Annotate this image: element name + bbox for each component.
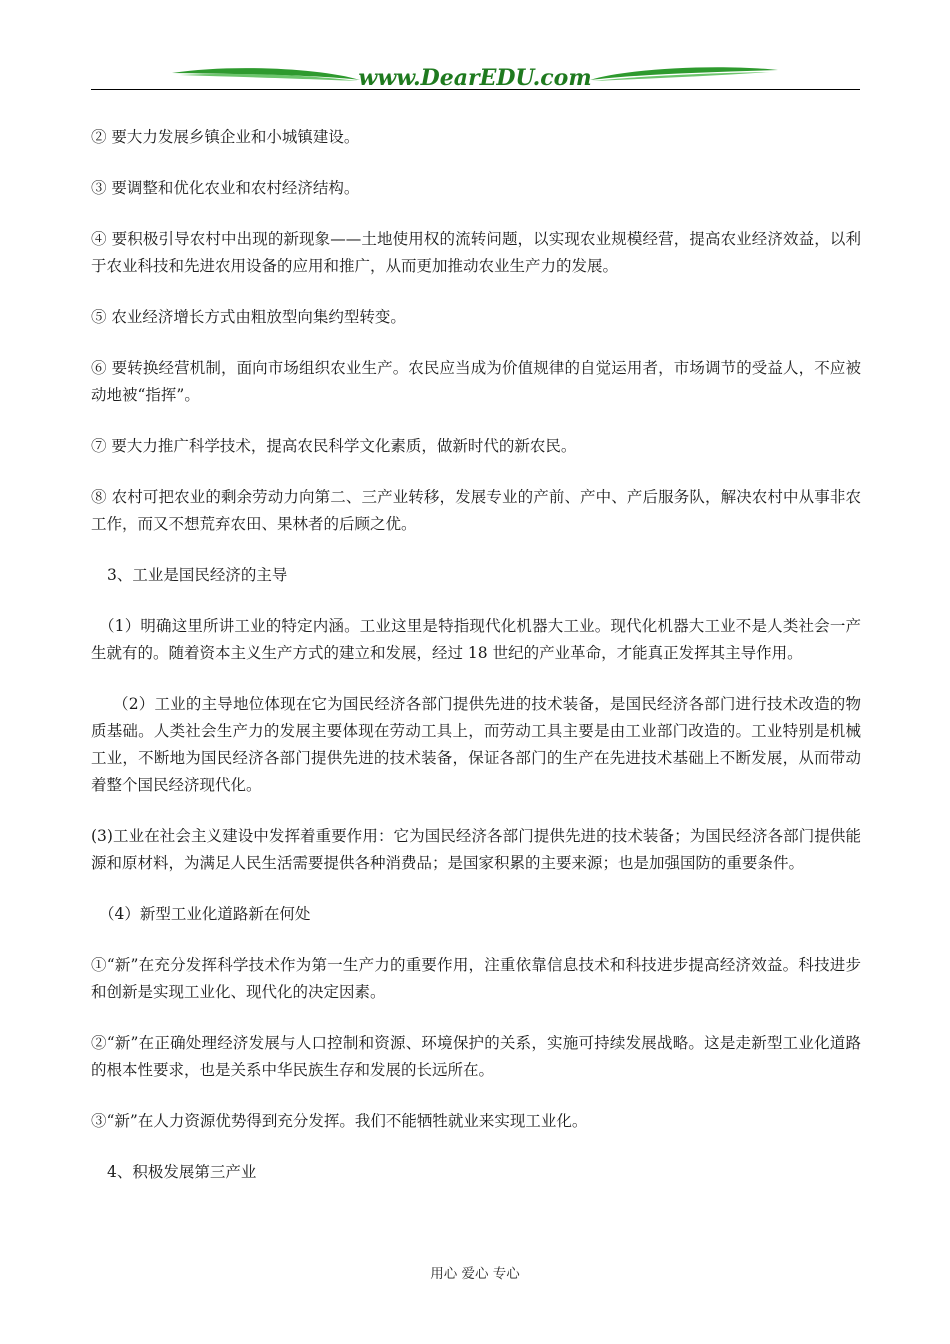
page-header [0,0,950,100]
list-item-8: ⑧ 农村可把农业的剩余劳动力向第二、三产业转移，发展专业的产前、产中、产后服务队，解决农村中从事非农工作，而又不想荒弃农田、果林者的后顾之优。 [91,488,861,533]
page-footer: 用心 爱心 专心 [430,1266,520,1282]
list-item-2: ② 要大力发展乡镇企业和小城镇建设。 [91,128,360,146]
list-item-6: ⑥ 要转换经营机制，面向市场组织农业生产。农民应当成为价值规律的自觉运用者，市场调节的受益人，不应被动地被“指挥”。 [91,359,861,404]
logo-left-swoosh [172,68,360,80]
new-point-1: ①“新”在充分发挥科学技术作为第一生产力的重要作用，注重依靠信息技术和科技进步提高经济效益。科技进步和创新是实现工业化、现代化的决定因素。 [91,956,861,1001]
dearedu-logo [170,60,780,96]
list-item-3: ③ 要调整和优化农业和农村经济结构。 [91,179,360,197]
new-point-3: ③“新”在人力资源优势得到充分发挥。我们不能牺牲就业来实现工业化。 [91,1112,588,1130]
logo-right-swoosh [590,67,778,80]
list-item-5: ⑤ 农业经济增长方式由粗放型向集约型转变。 [91,308,406,326]
header-divider [91,89,860,90]
logo-text: www.DearEDU.com [358,65,592,91]
document-body [91,124,861,1210]
new-point-2: ②“新”在正确处理经济发展与人口控制和资源、环境保护的关系，实施可持续发展战略。这是走新型工业化道路的根本性要求，也是关系中华民族生存和发展的长远所在。 [91,1034,861,1079]
section-heading-3: 3、工业是国民经济的主导 [107,566,288,584]
subsection-1: （1）明确这里所讲工业的特定内涵。工业这里是特指现代化机器大工业。现代化机器大工业不是人类社会一产生就有的。随着资本主义生产方式的建立和发展，经过 18 世纪的产业革命，才能真正发挥其主导作用。 [91,617,861,662]
list-item-7: ⑦ 要大力推广科学技术，提高农民科学文化素质，做新时代的新农民。 [91,437,577,455]
subsection-3: (3)工业在社会主义建设中发挥着重要作用：它为国民经济各部门提供先进的技术装备；为国民经济各部门提供能源和原材料，为满足人民生活需要提供各种消费品；是国家积累的主要来源；也是加强国防的重要条件。 [91,827,861,872]
list-item-4: ④ 要积极引导农村中出现的新现象——土地使用权的流转问题，以实现农业规模经营，提高农业经济效益，以利于农业科技和先进农用设备的应用和推广，从而更加推动农业生产力的发展。 [91,230,861,275]
subsection-2: （2）工业的主导地位体现在它为国民经济各部门提供先进的技术装备，是国民经济各部门进行技术改造的物质基础。人类社会生产力的发展主要体现在劳动工具上，而劳动工具主要是由工业部门改造的。工业特别是机械工业，不断地为国民经济各部门提供先进的技术装备，保证各部门的生产在先进技术基础上不断发展，从而带动着整个国民经济现代化。 [91,695,861,794]
section-heading-4: 4、积极发展第三产业 [107,1163,257,1181]
subsection-4-heading: （4）新型工业化道路新在何处 [99,905,311,923]
